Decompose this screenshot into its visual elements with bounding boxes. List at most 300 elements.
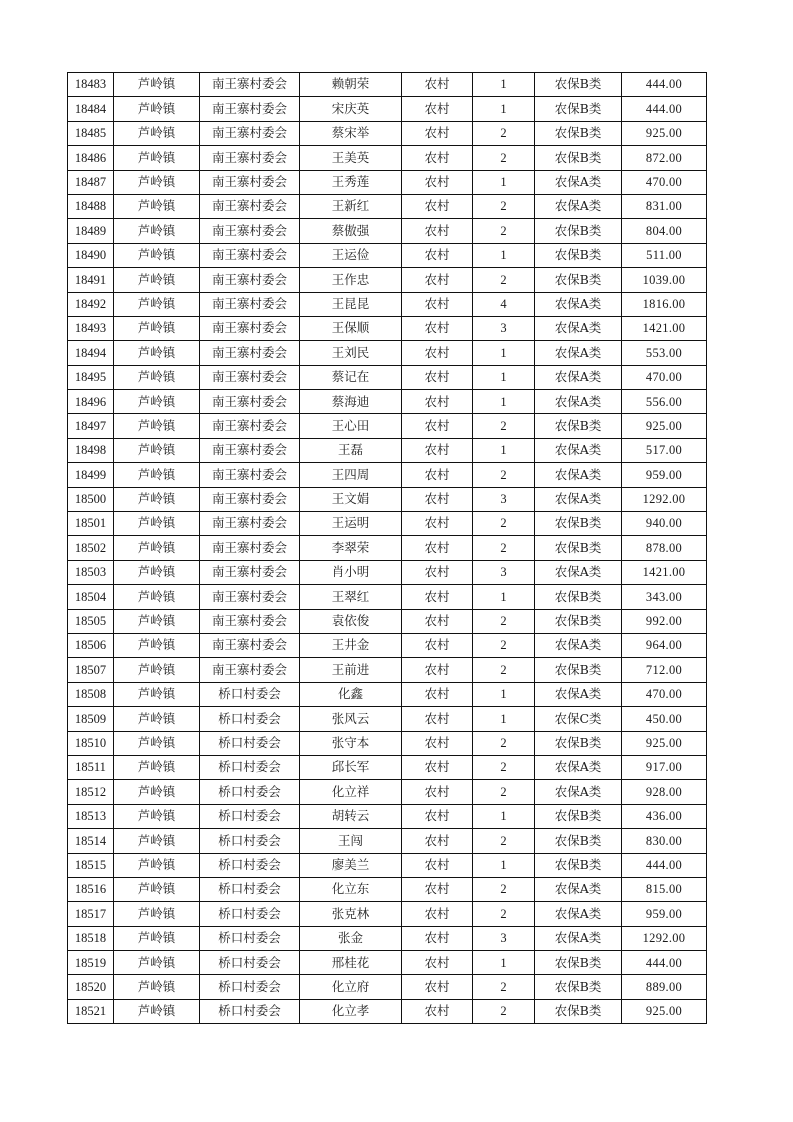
insurance-category-cell: 农保B类 xyxy=(535,268,622,292)
record-id-cell: 18501 xyxy=(68,512,114,536)
name-cell: 化立祥 xyxy=(300,780,402,804)
village-committee-cell: 南王寨村委会 xyxy=(200,73,300,97)
area-type-cell: 农村 xyxy=(402,97,473,121)
record-id-cell: 18496 xyxy=(68,390,114,414)
village-committee-cell: 南王寨村委会 xyxy=(200,438,300,462)
village-committee-cell: 桥口村委会 xyxy=(200,682,300,706)
area-type-cell: 农村 xyxy=(402,463,473,487)
record-id-cell: 18511 xyxy=(68,755,114,779)
insurance-category-cell: 农保C类 xyxy=(535,707,622,731)
name-cell: 邢桂花 xyxy=(300,951,402,975)
area-type-cell: 农村 xyxy=(402,316,473,340)
table-row xyxy=(68,560,707,584)
village-committee-cell: 桥口村委会 xyxy=(200,877,300,901)
area-type-cell: 农村 xyxy=(402,902,473,926)
insurance-category-cell: 农保A类 xyxy=(535,341,622,365)
insurance-category-cell: 农保A类 xyxy=(535,194,622,218)
table-row xyxy=(68,877,707,901)
village-committee-cell: 桥口村委会 xyxy=(200,780,300,804)
household-size-cell: 2 xyxy=(473,755,535,779)
village-committee-cell: 南王寨村委会 xyxy=(200,463,300,487)
household-size-cell: 3 xyxy=(473,926,535,950)
name-cell: 肖小明 xyxy=(300,560,402,584)
insurance-category-cell: 农保B类 xyxy=(535,121,622,145)
name-cell: 张克林 xyxy=(300,902,402,926)
record-id-cell: 18494 xyxy=(68,341,114,365)
town-cell: 芦岭镇 xyxy=(114,438,200,462)
amount-cell: 470.00 xyxy=(622,365,707,389)
village-committee-cell: 南王寨村委会 xyxy=(200,97,300,121)
household-size-cell: 2 xyxy=(473,829,535,853)
village-committee-cell: 桥口村委会 xyxy=(200,707,300,731)
amount-cell: 940.00 xyxy=(622,512,707,536)
amount-cell: 712.00 xyxy=(622,658,707,682)
town-cell: 芦岭镇 xyxy=(114,414,200,438)
household-size-cell: 2 xyxy=(473,975,535,999)
town-cell: 芦岭镇 xyxy=(114,121,200,145)
town-cell: 芦岭镇 xyxy=(114,243,200,267)
table-row xyxy=(68,536,707,560)
insurance-category-cell: 农保B类 xyxy=(535,975,622,999)
record-id-cell: 18520 xyxy=(68,975,114,999)
household-size-cell: 1 xyxy=(473,682,535,706)
household-size-cell: 2 xyxy=(473,268,535,292)
table-row xyxy=(68,438,707,462)
area-type-cell: 农村 xyxy=(402,487,473,511)
table-row xyxy=(68,390,707,414)
household-size-cell: 1 xyxy=(473,243,535,267)
amount-cell: 925.00 xyxy=(622,999,707,1023)
amount-cell: 928.00 xyxy=(622,780,707,804)
insurance-category-cell: 农保B类 xyxy=(535,585,622,609)
household-size-cell: 2 xyxy=(473,463,535,487)
area-type-cell: 农村 xyxy=(402,780,473,804)
record-id-cell: 18490 xyxy=(68,243,114,267)
insurance-category-cell: 农保A类 xyxy=(535,390,622,414)
area-type-cell: 农村 xyxy=(402,73,473,97)
town-cell: 芦岭镇 xyxy=(114,316,200,340)
amount-cell: 1039.00 xyxy=(622,268,707,292)
village-committee-cell: 桥口村委会 xyxy=(200,926,300,950)
household-size-cell: 1 xyxy=(473,390,535,414)
table-row xyxy=(68,146,707,170)
amount-cell: 1816.00 xyxy=(622,292,707,316)
town-cell: 芦岭镇 xyxy=(114,512,200,536)
household-size-cell: 1 xyxy=(473,170,535,194)
village-committee-cell: 南王寨村委会 xyxy=(200,194,300,218)
amount-cell: 872.00 xyxy=(622,146,707,170)
village-committee-cell: 南王寨村委会 xyxy=(200,585,300,609)
household-size-cell: 2 xyxy=(473,633,535,657)
area-type-cell: 农村 xyxy=(402,512,473,536)
village-committee-cell: 桥口村委会 xyxy=(200,853,300,877)
table-row xyxy=(68,219,707,243)
town-cell: 芦岭镇 xyxy=(114,341,200,365)
amount-cell: 553.00 xyxy=(622,341,707,365)
name-cell: 赖朝荣 xyxy=(300,73,402,97)
household-size-cell: 2 xyxy=(473,731,535,755)
table-row xyxy=(68,829,707,853)
table-row xyxy=(68,707,707,731)
record-id-cell: 18483 xyxy=(68,73,114,97)
area-type-cell: 农村 xyxy=(402,365,473,389)
insurance-category-cell: 农保B类 xyxy=(535,512,622,536)
village-committee-cell: 桥口村委会 xyxy=(200,755,300,779)
amount-cell: 925.00 xyxy=(622,731,707,755)
insurance-category-cell: 农保A类 xyxy=(535,170,622,194)
table-row xyxy=(68,975,707,999)
name-cell: 王美英 xyxy=(300,146,402,170)
amount-cell: 831.00 xyxy=(622,194,707,218)
area-type-cell: 农村 xyxy=(402,536,473,560)
table-row xyxy=(68,316,707,340)
name-cell: 王运俭 xyxy=(300,243,402,267)
table-row xyxy=(68,804,707,828)
household-size-cell: 2 xyxy=(473,609,535,633)
household-size-cell: 4 xyxy=(473,292,535,316)
record-id-cell: 18506 xyxy=(68,633,114,657)
name-cell: 化鑫 xyxy=(300,682,402,706)
town-cell: 芦岭镇 xyxy=(114,926,200,950)
town-cell: 芦岭镇 xyxy=(114,975,200,999)
amount-cell: 444.00 xyxy=(622,951,707,975)
village-committee-cell: 南王寨村委会 xyxy=(200,268,300,292)
household-size-cell: 1 xyxy=(473,438,535,462)
household-size-cell: 1 xyxy=(473,73,535,97)
name-cell: 廖美兰 xyxy=(300,853,402,877)
amount-cell: 925.00 xyxy=(622,414,707,438)
name-cell: 王磊 xyxy=(300,438,402,462)
name-cell: 王作忠 xyxy=(300,268,402,292)
area-type-cell: 农村 xyxy=(402,341,473,365)
insurance-category-cell: 农保A类 xyxy=(535,926,622,950)
name-cell: 袁依俊 xyxy=(300,609,402,633)
village-committee-cell: 南王寨村委会 xyxy=(200,341,300,365)
area-type-cell: 农村 xyxy=(402,390,473,414)
area-type-cell: 农村 xyxy=(402,999,473,1023)
household-size-cell: 1 xyxy=(473,341,535,365)
area-type-cell: 农村 xyxy=(402,585,473,609)
table-row xyxy=(68,633,707,657)
amount-cell: 470.00 xyxy=(622,682,707,706)
village-committee-cell: 南王寨村委会 xyxy=(200,170,300,194)
record-id-cell: 18508 xyxy=(68,682,114,706)
insurance-category-cell: 农保B类 xyxy=(535,146,622,170)
village-committee-cell: 南王寨村委会 xyxy=(200,292,300,316)
town-cell: 芦岭镇 xyxy=(114,292,200,316)
table-row xyxy=(68,951,707,975)
insurance-category-cell: 农保B类 xyxy=(535,243,622,267)
name-cell: 王四周 xyxy=(300,463,402,487)
town-cell: 芦岭镇 xyxy=(114,560,200,584)
village-committee-cell: 南王寨村委会 xyxy=(200,512,300,536)
amount-cell: 917.00 xyxy=(622,755,707,779)
area-type-cell: 农村 xyxy=(402,707,473,731)
record-id-cell: 18492 xyxy=(68,292,114,316)
area-type-cell: 农村 xyxy=(402,877,473,901)
village-committee-cell: 南王寨村委会 xyxy=(200,633,300,657)
insurance-category-cell: 农保B类 xyxy=(535,219,622,243)
insurance-category-cell: 农保B类 xyxy=(535,609,622,633)
village-committee-cell: 桥口村委会 xyxy=(200,951,300,975)
amount-cell: 1421.00 xyxy=(622,316,707,340)
record-id-cell: 18521 xyxy=(68,999,114,1023)
household-size-cell: 1 xyxy=(473,365,535,389)
village-committee-cell: 南王寨村委会 xyxy=(200,146,300,170)
town-cell: 芦岭镇 xyxy=(114,585,200,609)
record-id-cell: 18500 xyxy=(68,487,114,511)
name-cell: 化立府 xyxy=(300,975,402,999)
household-size-cell: 2 xyxy=(473,999,535,1023)
benefit-roster-table xyxy=(67,72,707,1024)
area-type-cell: 农村 xyxy=(402,194,473,218)
amount-cell: 444.00 xyxy=(622,853,707,877)
insurance-category-cell: 农保B类 xyxy=(535,73,622,97)
household-size-cell: 3 xyxy=(473,487,535,511)
area-type-cell: 农村 xyxy=(402,170,473,194)
record-id-cell: 18515 xyxy=(68,853,114,877)
name-cell: 王秀莲 xyxy=(300,170,402,194)
table-row xyxy=(68,999,707,1023)
table-row xyxy=(68,682,707,706)
record-id-cell: 18518 xyxy=(68,926,114,950)
household-size-cell: 2 xyxy=(473,121,535,145)
village-committee-cell: 南王寨村委会 xyxy=(200,365,300,389)
table-row xyxy=(68,658,707,682)
village-committee-cell: 南王寨村委会 xyxy=(200,243,300,267)
village-committee-cell: 南王寨村委会 xyxy=(200,609,300,633)
amount-cell: 959.00 xyxy=(622,902,707,926)
household-size-cell: 2 xyxy=(473,194,535,218)
village-committee-cell: 桥口村委会 xyxy=(200,804,300,828)
name-cell: 蔡宋举 xyxy=(300,121,402,145)
record-id-cell: 18509 xyxy=(68,707,114,731)
area-type-cell: 农村 xyxy=(402,243,473,267)
amount-cell: 1292.00 xyxy=(622,926,707,950)
town-cell: 芦岭镇 xyxy=(114,146,200,170)
insurance-category-cell: 农保B类 xyxy=(535,829,622,853)
record-id-cell: 18519 xyxy=(68,951,114,975)
insurance-category-cell: 农保A类 xyxy=(535,316,622,340)
table-row xyxy=(68,487,707,511)
household-size-cell: 3 xyxy=(473,560,535,584)
record-id-cell: 18486 xyxy=(68,146,114,170)
name-cell: 化立孝 xyxy=(300,999,402,1023)
area-type-cell: 农村 xyxy=(402,121,473,145)
table-row xyxy=(68,243,707,267)
household-size-cell: 2 xyxy=(473,902,535,926)
area-type-cell: 农村 xyxy=(402,146,473,170)
insurance-category-cell: 农保A类 xyxy=(535,682,622,706)
town-cell: 芦岭镇 xyxy=(114,463,200,487)
insurance-category-cell: 农保A类 xyxy=(535,755,622,779)
area-type-cell: 农村 xyxy=(402,804,473,828)
amount-cell: 556.00 xyxy=(622,390,707,414)
village-committee-cell: 南王寨村委会 xyxy=(200,658,300,682)
insurance-category-cell: 农保A类 xyxy=(535,292,622,316)
household-size-cell: 1 xyxy=(473,585,535,609)
name-cell: 李翠荣 xyxy=(300,536,402,560)
record-id-cell: 18487 xyxy=(68,170,114,194)
village-committee-cell: 桥口村委会 xyxy=(200,902,300,926)
town-cell: 芦岭镇 xyxy=(114,73,200,97)
town-cell: 芦岭镇 xyxy=(114,804,200,828)
record-id-cell: 18493 xyxy=(68,316,114,340)
table-row xyxy=(68,585,707,609)
name-cell: 王运明 xyxy=(300,512,402,536)
town-cell: 芦岭镇 xyxy=(114,902,200,926)
record-id-cell: 18495 xyxy=(68,365,114,389)
record-id-cell: 18514 xyxy=(68,829,114,853)
area-type-cell: 农村 xyxy=(402,755,473,779)
name-cell: 王心田 xyxy=(300,414,402,438)
area-type-cell: 农村 xyxy=(402,268,473,292)
household-size-cell: 1 xyxy=(473,804,535,828)
village-committee-cell: 桥口村委会 xyxy=(200,999,300,1023)
record-id-cell: 18497 xyxy=(68,414,114,438)
town-cell: 芦岭镇 xyxy=(114,609,200,633)
name-cell: 王昆昆 xyxy=(300,292,402,316)
area-type-cell: 农村 xyxy=(402,292,473,316)
insurance-category-cell: 农保A类 xyxy=(535,633,622,657)
table-row xyxy=(68,194,707,218)
record-id-cell: 18505 xyxy=(68,609,114,633)
table-row xyxy=(68,292,707,316)
town-cell: 芦岭镇 xyxy=(114,951,200,975)
amount-cell: 889.00 xyxy=(622,975,707,999)
name-cell: 王翠红 xyxy=(300,585,402,609)
name-cell: 王刘民 xyxy=(300,341,402,365)
name-cell: 王保顺 xyxy=(300,316,402,340)
town-cell: 芦岭镇 xyxy=(114,755,200,779)
household-size-cell: 2 xyxy=(473,414,535,438)
table-row xyxy=(68,755,707,779)
amount-cell: 964.00 xyxy=(622,633,707,657)
village-committee-cell: 南王寨村委会 xyxy=(200,560,300,584)
name-cell: 张守本 xyxy=(300,731,402,755)
record-id-cell: 18502 xyxy=(68,536,114,560)
village-committee-cell: 南王寨村委会 xyxy=(200,536,300,560)
table-row xyxy=(68,926,707,950)
town-cell: 芦岭镇 xyxy=(114,731,200,755)
name-cell: 胡转云 xyxy=(300,804,402,828)
household-size-cell: 2 xyxy=(473,877,535,901)
insurance-category-cell: 农保B类 xyxy=(535,97,622,121)
insurance-category-cell: 农保A类 xyxy=(535,365,622,389)
town-cell: 芦岭镇 xyxy=(114,658,200,682)
area-type-cell: 农村 xyxy=(402,926,473,950)
insurance-category-cell: 农保A类 xyxy=(535,780,622,804)
insurance-category-cell: 农保B类 xyxy=(535,731,622,755)
household-size-cell: 2 xyxy=(473,536,535,560)
town-cell: 芦岭镇 xyxy=(114,633,200,657)
area-type-cell: 农村 xyxy=(402,438,473,462)
record-id-cell: 18485 xyxy=(68,121,114,145)
area-type-cell: 农村 xyxy=(402,853,473,877)
household-size-cell: 2 xyxy=(473,146,535,170)
amount-cell: 511.00 xyxy=(622,243,707,267)
town-cell: 芦岭镇 xyxy=(114,829,200,853)
table-row xyxy=(68,268,707,292)
amount-cell: 959.00 xyxy=(622,463,707,487)
village-committee-cell: 南王寨村委会 xyxy=(200,414,300,438)
town-cell: 芦岭镇 xyxy=(114,170,200,194)
table-row xyxy=(68,609,707,633)
name-cell: 蔡记在 xyxy=(300,365,402,389)
amount-cell: 450.00 xyxy=(622,707,707,731)
table-row xyxy=(68,341,707,365)
insurance-category-cell: 农保A类 xyxy=(535,438,622,462)
name-cell: 王前进 xyxy=(300,658,402,682)
area-type-cell: 农村 xyxy=(402,658,473,682)
village-committee-cell: 南王寨村委会 xyxy=(200,390,300,414)
amount-cell: 1421.00 xyxy=(622,560,707,584)
town-cell: 芦岭镇 xyxy=(114,390,200,414)
household-size-cell: 1 xyxy=(473,707,535,731)
record-id-cell: 18516 xyxy=(68,877,114,901)
record-id-cell: 18517 xyxy=(68,902,114,926)
table-row xyxy=(68,463,707,487)
table-row xyxy=(68,853,707,877)
area-type-cell: 农村 xyxy=(402,829,473,853)
table-body xyxy=(68,73,707,1024)
insurance-category-cell: 农保B类 xyxy=(535,658,622,682)
town-cell: 芦岭镇 xyxy=(114,268,200,292)
village-committee-cell: 南王寨村委会 xyxy=(200,219,300,243)
record-id-cell: 18503 xyxy=(68,560,114,584)
household-size-cell: 2 xyxy=(473,512,535,536)
town-cell: 芦岭镇 xyxy=(114,707,200,731)
amount-cell: 878.00 xyxy=(622,536,707,560)
town-cell: 芦岭镇 xyxy=(114,219,200,243)
village-committee-cell: 桥口村委会 xyxy=(200,731,300,755)
record-id-cell: 18512 xyxy=(68,780,114,804)
town-cell: 芦岭镇 xyxy=(114,999,200,1023)
name-cell: 王新红 xyxy=(300,194,402,218)
household-size-cell: 1 xyxy=(473,853,535,877)
record-id-cell: 18499 xyxy=(68,463,114,487)
town-cell: 芦岭镇 xyxy=(114,365,200,389)
amount-cell: 343.00 xyxy=(622,585,707,609)
insurance-category-cell: 农保A类 xyxy=(535,902,622,926)
name-cell: 王文娟 xyxy=(300,487,402,511)
area-type-cell: 农村 xyxy=(402,414,473,438)
insurance-category-cell: 农保A类 xyxy=(535,877,622,901)
amount-cell: 436.00 xyxy=(622,804,707,828)
area-type-cell: 农村 xyxy=(402,731,473,755)
town-cell: 芦岭镇 xyxy=(114,780,200,804)
town-cell: 芦岭镇 xyxy=(114,194,200,218)
area-type-cell: 农村 xyxy=(402,682,473,706)
insurance-category-cell: 农保A类 xyxy=(535,463,622,487)
table-row xyxy=(68,414,707,438)
household-size-cell: 2 xyxy=(473,658,535,682)
record-id-cell: 18513 xyxy=(68,804,114,828)
household-size-cell: 2 xyxy=(473,219,535,243)
table-row xyxy=(68,97,707,121)
amount-cell: 815.00 xyxy=(622,877,707,901)
record-id-cell: 18507 xyxy=(68,658,114,682)
insurance-category-cell: 农保B类 xyxy=(535,804,622,828)
area-type-cell: 农村 xyxy=(402,633,473,657)
household-size-cell: 1 xyxy=(473,951,535,975)
village-committee-cell: 南王寨村委会 xyxy=(200,487,300,511)
town-cell: 芦岭镇 xyxy=(114,536,200,560)
village-committee-cell: 桥口村委会 xyxy=(200,829,300,853)
insurance-category-cell: 农保B类 xyxy=(535,951,622,975)
name-cell: 化立东 xyxy=(300,877,402,901)
town-cell: 芦岭镇 xyxy=(114,877,200,901)
